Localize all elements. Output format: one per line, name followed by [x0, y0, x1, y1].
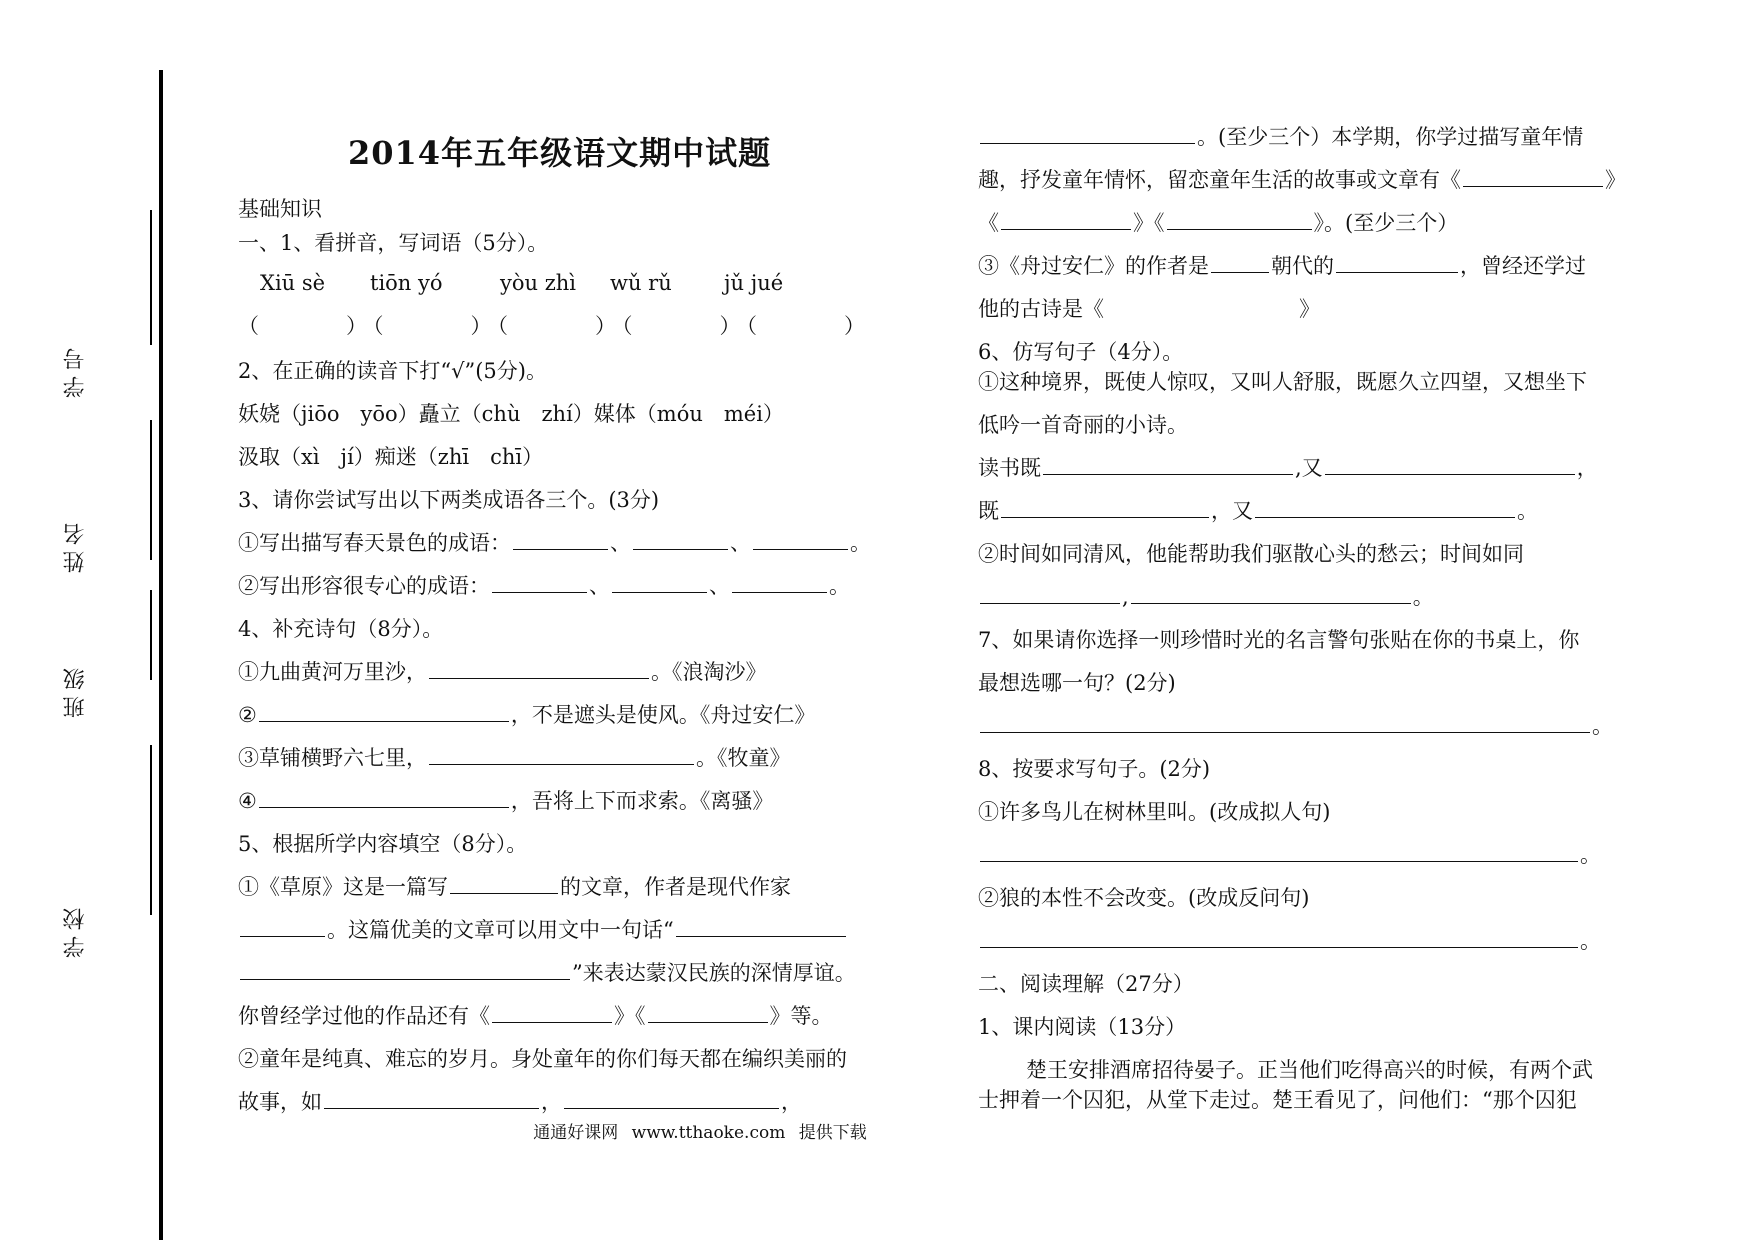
r-line-5	[978, 293, 1320, 323]
q5-text: 的文章，作者是现代作家	[560, 875, 791, 899]
reading-passage-line-1: 楚王安排酒席招待晏子。正当他们吃得高兴的时候，有两个武	[1026, 1058, 1593, 1082]
q4-item-1	[238, 656, 767, 686]
r-text: 。	[1592, 714, 1613, 738]
r-text: ，曾经还学过	[1460, 254, 1586, 278]
q6-item-2-line-2	[978, 581, 1434, 611]
class-label: 班级	[63, 662, 88, 718]
name-label: 姓名	[63, 517, 88, 573]
school-label: 学校	[63, 902, 88, 958]
r-text: 。	[1517, 499, 1538, 523]
blank-other-work-2[interactable]	[648, 1002, 768, 1023]
blank-imitate-3[interactable]	[1001, 497, 1209, 518]
section-basic-knowledge: 基础知识	[238, 197, 322, 221]
q3-heading: 3、请你尝试写出以下两类成语各三个。(3分)	[238, 488, 660, 512]
r-text: 朝代的	[1271, 254, 1334, 278]
blank-poem-4[interactable]	[259, 787, 509, 808]
r-text: 》。(至少三个）	[1313, 211, 1459, 235]
comma: ，	[541, 1090, 562, 1114]
page-title: 2014年五年级语文期中试题	[348, 134, 772, 172]
r-text: ③《舟过安仁》的作者是	[978, 254, 1209, 278]
r-text: 。	[1412, 585, 1434, 609]
q5-item-2-line-2	[238, 1086, 802, 1116]
q4-item-1-source: 。《浪淘沙》	[651, 660, 767, 684]
blank-focus-idiom-3[interactable]	[732, 572, 827, 593]
separator: 、	[730, 531, 751, 555]
q2-line-1: 妖娆（jiōo yōo）矗立（chù zhí）媒体（móu méi）	[238, 402, 784, 426]
blank-grassland-author[interactable]	[240, 916, 325, 937]
r-text: 趣，抒发童年情怀，留恋童年生活的故事或文章有《	[978, 168, 1461, 192]
r-line-1	[978, 121, 1583, 151]
blank-spring-idiom-3[interactable]	[753, 529, 848, 550]
r-text: ，又	[1211, 499, 1253, 523]
blank-time-2[interactable]	[1131, 583, 1411, 604]
section-reading: 二、阅读理解（27分）	[978, 972, 1194, 996]
r-text: 。(至少三个）本学期，你学过描写童年情	[1197, 125, 1584, 149]
q7-answer	[978, 710, 1613, 740]
q6-heading: 6、仿写句子（4分）。	[978, 340, 1184, 364]
q8-item-1: ①许多鸟儿在树林里叫。(改成拟人句)	[978, 800, 1331, 824]
q5-text: 》等。	[769, 1004, 833, 1028]
q5-item-1-line-2	[238, 914, 848, 944]
reading-1-heading: 1、课内阅读（13分）	[978, 1015, 1187, 1039]
q7-line-2: 最想选哪一句？(2分)	[978, 671, 1176, 695]
comma: ，	[781, 1090, 802, 1114]
q6-answer-1-line-1	[978, 452, 1598, 482]
q4-item-4-number: ④	[238, 789, 257, 813]
blank-motto[interactable]	[980, 712, 1590, 733]
period: 。	[850, 531, 871, 555]
pinyin-4: wǔ rǔ	[610, 271, 672, 295]
r-text: 他的古诗是《	[978, 297, 1104, 321]
blank-dynasty[interactable]	[1336, 252, 1458, 273]
blank-childhood-story-2[interactable]	[564, 1088, 779, 1109]
page-footer	[0, 1118, 1400, 1143]
blank-childhood-article-3[interactable]	[1167, 209, 1312, 230]
pinyin-1: Xiū sè	[260, 271, 326, 295]
blank-time-1[interactable]	[980, 583, 1120, 604]
r-text: 。	[1580, 929, 1601, 953]
r-text: 》	[1605, 168, 1626, 192]
blank-author[interactable]	[1211, 252, 1269, 273]
q6-example-line-1: ①这种境界，既使人惊叹，又叫人舒服，既愿久立四望，又想坐下	[978, 370, 1587, 394]
q6-answer-1-line-2	[978, 495, 1538, 525]
blank-childhood-story-3[interactable]	[980, 123, 1195, 144]
student-id-field	[60, 210, 120, 398]
blank-imitate-2[interactable]	[1325, 454, 1575, 475]
blank-imitate-4[interactable]	[1255, 497, 1515, 518]
r-text: 》	[1299, 297, 1320, 321]
q2-line-2: 汲取（xì jí）痴迷（zhī chī）	[238, 445, 544, 469]
q4-item-3	[238, 742, 791, 772]
q5-item-1-line-3	[238, 957, 856, 987]
q5-text: 你曾经学过他的作品还有《	[238, 1004, 490, 1028]
q4-heading: 4、补充诗句（8分）。	[238, 617, 444, 641]
separator: 、	[709, 574, 730, 598]
separator: 、	[610, 531, 631, 555]
q5-text: 》《	[614, 1004, 646, 1028]
footer-url[interactable]: www.tthaoke.com	[631, 1123, 786, 1143]
blank-other-work-1[interactable]	[492, 1002, 612, 1023]
r-text: ，	[1576, 456, 1598, 480]
blank-grassland-topic[interactable]	[450, 873, 558, 894]
r-text: 既	[978, 499, 999, 523]
r-text: 。	[1580, 843, 1601, 867]
pinyin-answer-brackets: （ ）（ ）（ ）（ ）（ ）	[238, 314, 871, 338]
blank-poem-3[interactable]	[429, 744, 694, 765]
q5-item-1-line-4	[238, 1000, 833, 1030]
q4-item-3-text: ③草铺横野六七里，	[238, 746, 427, 770]
r-text: 读书既	[978, 456, 1041, 480]
q2-heading: 2、在正确的读音下打“√”(5分)。	[238, 359, 547, 383]
r-line-4	[978, 250, 1586, 280]
binding-line	[159, 70, 163, 1240]
blank-personification[interactable]	[980, 841, 1578, 862]
q4-item-4	[238, 785, 773, 815]
blank-poem-1[interactable]	[429, 658, 649, 679]
footer-note: 提供下载	[798, 1123, 867, 1143]
footer-site-name: 通通好课网	[533, 1123, 619, 1143]
pinyin-2: tiōn yó	[370, 271, 443, 295]
q3-item-2-label: ②写出形容很专心的成语：	[238, 574, 490, 598]
pinyin-5: jǔ jué	[724, 271, 784, 295]
q5-text: ”来表达蒙汉民族的深情厚谊。	[572, 961, 856, 985]
school-line	[150, 745, 152, 915]
q5-item-2-line-1: ②童年是纯真、难忘的岁月。身处童年的你们每天都在编织美丽的	[238, 1047, 847, 1071]
q4-item-2-text: ，不是遮头是使风。《舟过安仁》	[510, 703, 816, 727]
q3-item-1-label: ①写出描写春天景色的成语：	[238, 531, 511, 555]
period: 。	[829, 574, 850, 598]
q3-item-2	[238, 570, 850, 600]
q5-text: ①《草原》这是一篇写	[238, 875, 448, 899]
q3-item-1	[238, 527, 871, 557]
r-text: ,又	[1295, 456, 1323, 480]
blank-spring-idiom-1[interactable]	[513, 529, 608, 550]
blank-focus-idiom-1[interactable]	[492, 572, 587, 593]
blank-spring-idiom-2[interactable]	[633, 529, 728, 550]
student-id-line	[150, 210, 152, 345]
r-line-3	[978, 207, 1458, 237]
blank-childhood-article-2[interactable]	[1001, 209, 1131, 230]
student-id-label: 学号	[63, 342, 88, 398]
pinyin-3: yòu zhì	[500, 271, 577, 295]
separator: 、	[589, 574, 610, 598]
q4-item-1-text: ①九曲黄河万里沙，	[238, 660, 427, 684]
q4-item-4-text: ，吾将上下而求索。《离骚》	[510, 789, 774, 813]
school-field	[60, 745, 120, 965]
r-text: 》《	[1133, 211, 1165, 235]
q4-item-2-number: ②	[238, 703, 257, 727]
r-text: ,	[1122, 585, 1129, 609]
q6-example-line-2: 低吟一首奇丽的小诗。	[978, 413, 1188, 437]
q6-item-2-line-1: ②时间如同清风，他能帮助我们驱散心头的愁云；时间如同	[978, 542, 1524, 566]
blank-childhood-article-1[interactable]	[1463, 166, 1603, 187]
name-line	[150, 420, 152, 560]
q8-answer-1	[978, 839, 1601, 869]
blank-focus-idiom-2[interactable]	[612, 572, 707, 593]
q1-1-heading: 一、1、看拼音，写词语（5分）。	[238, 231, 549, 255]
blank-imitate-1[interactable]	[1043, 454, 1293, 475]
blank-poem-2[interactable]	[259, 701, 509, 722]
q5-text: 。这篇优美的文章可以用文中一句话“	[327, 918, 674, 942]
class-field	[60, 590, 120, 740]
q4-item-2	[238, 699, 815, 729]
class-line	[150, 590, 152, 680]
q4-item-3-source: 。《牧童》	[696, 746, 791, 770]
r-line-2	[978, 164, 1626, 194]
q5-item-1-line-1	[238, 871, 791, 901]
q5-heading: 5、根据所学内容填空（8分）。	[238, 832, 528, 856]
q7-line-1: 7、如果请你选择一则珍惜时光的名言警句张贴在你的书桌上，你	[978, 628, 1580, 652]
reading-passage-line-2: 士押着一个囚犯，从堂下走过。楚王看见了，问他们：“那个囚犯	[978, 1088, 1577, 1112]
blank-quote-start[interactable]	[676, 916, 846, 937]
q8-heading: 8、按要求写句子。(2分)	[978, 757, 1211, 781]
q8-item-2: ②狼的本性不会改变。(改成反问句)	[978, 886, 1310, 910]
q8-answer-2	[978, 925, 1601, 955]
q5-text: 故事，如	[238, 1090, 322, 1114]
blank-rhetorical-question[interactable]	[980, 927, 1578, 948]
r-text: 《	[978, 211, 999, 235]
name-field	[60, 420, 120, 590]
blank-quote-end[interactable]	[240, 959, 570, 980]
blank-childhood-story-1[interactable]	[324, 1088, 539, 1109]
